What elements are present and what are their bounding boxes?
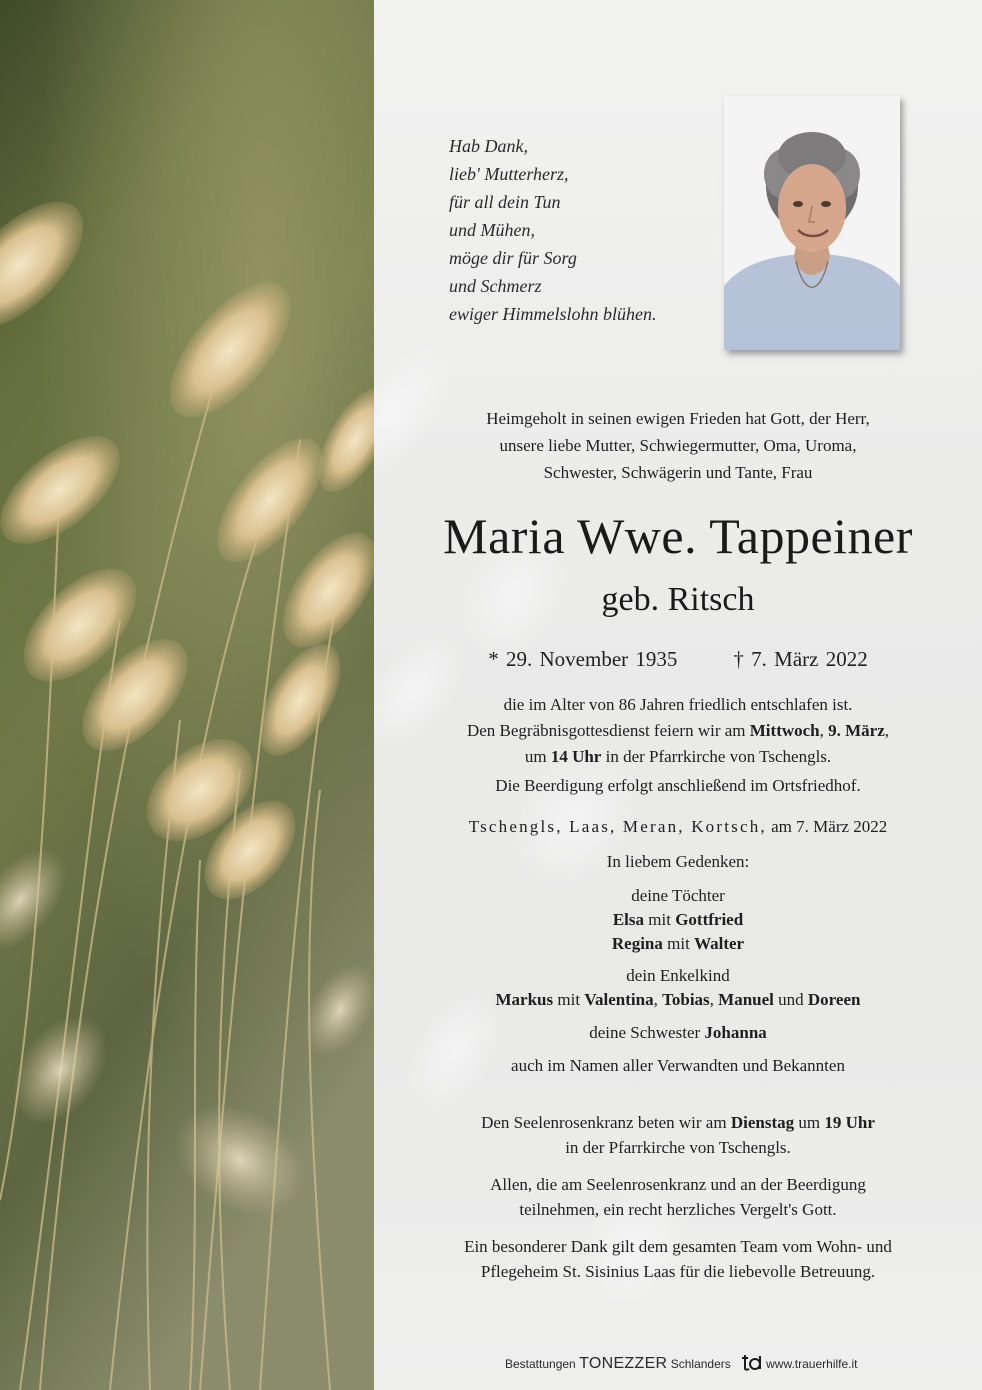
thanks-line: teilnehmen, ein recht herzliches Vergelt's Gott. bbox=[519, 1200, 837, 1219]
footer-brand: TONEZZER bbox=[579, 1355, 668, 1372]
intro-line: Schwester, Schwägerin und Tante, Frau bbox=[543, 463, 813, 482]
rosary-line-2: in der Pfarrkirche von Tschengls. bbox=[565, 1138, 791, 1157]
thanks-line: Pflegeheim St. Sisinius Laas für die liebevolle Betreuung. bbox=[480, 1262, 876, 1281]
age-line: die im Alter von 86 Jahren friedlich entschlafen ist. bbox=[503, 695, 853, 714]
life-dates bbox=[414, 644, 942, 674]
notice-date: am 7. März 2022 bbox=[766, 817, 888, 836]
places: Tschengls, Laas, Meran, Kortsch, bbox=[468, 817, 767, 836]
grass-photo bbox=[0, 0, 374, 1390]
trauerhilfe-logo-icon bbox=[740, 1354, 762, 1372]
funeral-date: 9. März bbox=[828, 721, 885, 740]
poem bbox=[449, 132, 719, 328]
rosary-line-1: Den Seelenrosenkranz beten wir am Dienstag um 19 Uhr bbox=[481, 1113, 875, 1132]
funeral-home-footer bbox=[505, 1352, 885, 1376]
grandchild-label: dein Enkelkind bbox=[626, 966, 730, 985]
poem-line: möge dir für Sorg bbox=[449, 248, 577, 268]
poem-line: für all dein Tun bbox=[449, 192, 561, 212]
intro-line: Heimgeholt in seinen ewigen Frieden hat Gott, der Herr, bbox=[486, 409, 870, 428]
footer-prefix: Bestattungen bbox=[505, 1357, 580, 1371]
relatives-line: auch im Namen aller Verwandten und Bekannten bbox=[511, 1056, 845, 1075]
funeral-time-line: um 14 Uhr in der Pfarrkirche von Tschengls. bbox=[524, 747, 832, 766]
deceased-name: Maria Wwe. Tappeiner bbox=[443, 508, 913, 564]
place-date bbox=[414, 814, 942, 840]
birth-date: * 29. November 1935 bbox=[488, 647, 678, 671]
daughter-2: Regina mit Walter bbox=[611, 934, 745, 953]
intro-text bbox=[414, 405, 942, 486]
intro-line: unsere liebe Mutter, Schwiegermutter, Oma, Uroma, bbox=[499, 436, 857, 455]
sister-line: deine Schwester Johanna bbox=[589, 1023, 767, 1042]
website[interactable]: www.trauerhilfe.it bbox=[766, 1357, 858, 1371]
thanks-1 bbox=[414, 1172, 942, 1222]
mourners bbox=[414, 850, 942, 1078]
mourners-heading: In liebem Gedenken: bbox=[606, 852, 750, 871]
funeral-time: 14 Uhr bbox=[550, 747, 602, 766]
poem-line: und Schmerz bbox=[449, 276, 542, 296]
death-notice bbox=[414, 692, 942, 799]
poem-line: ewiger Himmelslohn blühen. bbox=[449, 304, 657, 324]
daughter-1: Elsa mit Gottfried bbox=[612, 910, 744, 929]
daughters-label: deine Töchter bbox=[631, 886, 725, 905]
portrait-photo bbox=[724, 96, 900, 350]
funeral-line: Den Begräbnisgottesdienst feiern wir am Mittwoch, 9. März, bbox=[466, 721, 890, 740]
footer-suffix: Schlanders bbox=[667, 1357, 731, 1371]
funeral-day: Mittwoch bbox=[749, 721, 820, 740]
poem-line: lieb' Mutterherz, bbox=[449, 164, 569, 184]
poem-line: und Mühen, bbox=[449, 220, 535, 240]
grandchildren: Markus mit Valentina, Tobias, Manuel und Doreen bbox=[495, 990, 861, 1009]
thanks-line: Allen, die am Seelenrosenkranz und an der Beerdigung bbox=[490, 1175, 866, 1194]
rosary-notice bbox=[414, 1110, 942, 1160]
burial-line: Die Beerdigung erfolgt anschließend im Ortsfriedhof. bbox=[495, 776, 861, 795]
thanks-line: Ein besonderer Dank gilt dem gesamten Team vom Wohn- und bbox=[464, 1237, 892, 1256]
death-date: † 7. März 2022 bbox=[733, 647, 868, 671]
poem-line: Hab Dank, bbox=[449, 136, 528, 156]
maiden-name: geb. Ritsch bbox=[601, 581, 755, 618]
thanks-2 bbox=[414, 1234, 942, 1284]
